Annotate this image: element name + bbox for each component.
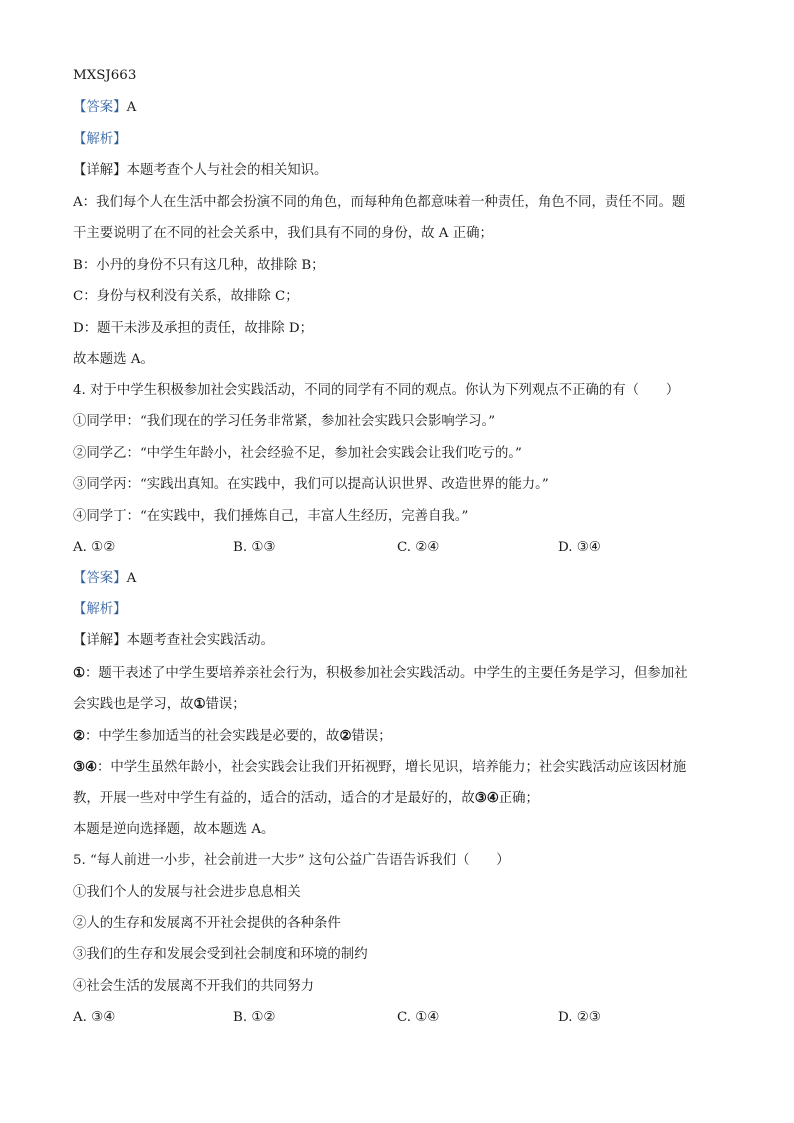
q4-answer xyxy=(73,570,136,588)
analysis-text: ：题干表述了中学生要培养亲社会行为，积极参加社会实践活动。中学生的主要任务是学习，但参加社 xyxy=(85,666,688,681)
answer-value: A xyxy=(126,571,137,586)
q3-line: B：小丹的身份不只有这几种，故排除 B； xyxy=(73,258,325,273)
detail-text: 本题考查社会实践活动。 xyxy=(126,633,274,648)
analysis-text: ：中学生参加适当的社会实践是必要的，故 xyxy=(85,729,340,744)
analysis-text: 错误； xyxy=(205,697,246,712)
analysis-text: 错误； xyxy=(351,729,392,744)
q3-line: D：题干未涉及承担的责任，故排除 D； xyxy=(73,321,313,336)
analysis-text: 教，开展一些对中学生有益的，适合的活动，适合的才是最好的，故 xyxy=(73,791,475,806)
circled-mark: ① xyxy=(73,665,86,681)
q5-statement: ③我们的生存和发展会受到社会制度和环境的制约 xyxy=(73,947,368,962)
q5-stem: 5. “每人前进一小步，社会前进一大步” 这句公益广告语告诉我们（ ） xyxy=(73,853,510,868)
q3-answer xyxy=(73,99,136,117)
q4-statement: ④同学丁：“在实践中，我们捶炼自己，丰富人生经历，完善自我。” xyxy=(73,509,469,524)
q3-detail xyxy=(73,162,327,180)
q4-statement: ③同学丙：“实践出真知。在实践中，我们可以提高认识世界、改造世界的能力。” xyxy=(73,477,549,492)
q4-stem: 4. 对于中学生积极参加社会实践活动，不同的同学有不同的观点。你认为下列观点不正确的有（ ） xyxy=(73,383,680,398)
circled-mark: ③④ xyxy=(73,759,98,775)
q4-statement: ①同学甲：“我们现在的学习任务非常紧，参加社会实践只会影响学习。” xyxy=(73,414,496,429)
analysis-text: 会实践也是学习，故 xyxy=(73,697,194,712)
answer-label: 【答案】 xyxy=(73,100,127,115)
answer-value: A xyxy=(126,100,137,115)
q4-analysis-p1-cont xyxy=(73,695,246,714)
q4-conclusion: 本题是逆向选择题，故本题选 A。 xyxy=(73,822,275,837)
q3-line: A：我们每个人在生活中都会扮演不同的角色，而每种角色都意味着一种责任，角色不同，责任不同。题 xyxy=(73,195,686,210)
q4-analysis-label: 【解析】 xyxy=(73,602,127,617)
q4-option-c: C. ②④ xyxy=(397,540,440,555)
circled-mark: ① xyxy=(193,696,206,712)
analysis-text: 正确； xyxy=(498,791,539,806)
analysis-text: ：中学生虽然年龄小，社会实践会让我们开拓视野，增长见识，培养能力；社会实践活动应该因材施 xyxy=(97,760,687,775)
circled-mark: ② xyxy=(339,728,352,744)
q4-analysis-p1 xyxy=(73,664,688,683)
q5-option-c: C. ①④ xyxy=(397,1010,440,1025)
q4-option-d: D. ③④ xyxy=(558,540,601,555)
q5-option-a: A. ③④ xyxy=(73,1010,116,1025)
q4-option-a: A. ①② xyxy=(73,540,116,555)
q4-analysis-p2 xyxy=(73,727,392,746)
doc-code: MXSJ663 xyxy=(73,68,137,83)
detail-label: 【详解】 xyxy=(73,633,127,648)
q4-analysis-p3 xyxy=(73,758,686,777)
answer-label: 【答案】 xyxy=(73,571,127,586)
q3-line: 干主要说明了在不同的社会关系中，我们具有不同的身份，故 A 正确； xyxy=(73,226,493,241)
q4-analysis-p3-cont xyxy=(73,789,539,808)
circled-mark: ③④ xyxy=(474,790,499,806)
circled-mark: ② xyxy=(73,728,86,744)
detail-label: 【详解】 xyxy=(73,163,127,178)
q4-detail xyxy=(73,632,274,650)
q5-statement: ④社会生活的发展离不开我们的共同努力 xyxy=(73,979,315,994)
q3-line: C：身份与权利没有关系，故排除 C； xyxy=(73,289,299,304)
detail-text: 本题考查个人与社会的相关知识。 xyxy=(126,163,328,178)
q4-statement: ②同学乙：“中学生年龄小，社会经验不足，参加社会实践会让我们吃亏的。” xyxy=(73,446,522,461)
q4-option-b: B. ①③ xyxy=(233,540,276,555)
q3-line: 故本题选 A。 xyxy=(73,352,154,367)
q5-statement: ①我们个人的发展与社会进步息息相关 xyxy=(73,885,301,900)
q3-analysis-label: 【解析】 xyxy=(73,132,127,147)
q5-statement: ②人的生存和发展离不开社会提供的各种条件 xyxy=(73,916,341,931)
q5-option-b: B. ①② xyxy=(233,1010,276,1025)
q5-option-d: D. ②③ xyxy=(558,1010,601,1025)
